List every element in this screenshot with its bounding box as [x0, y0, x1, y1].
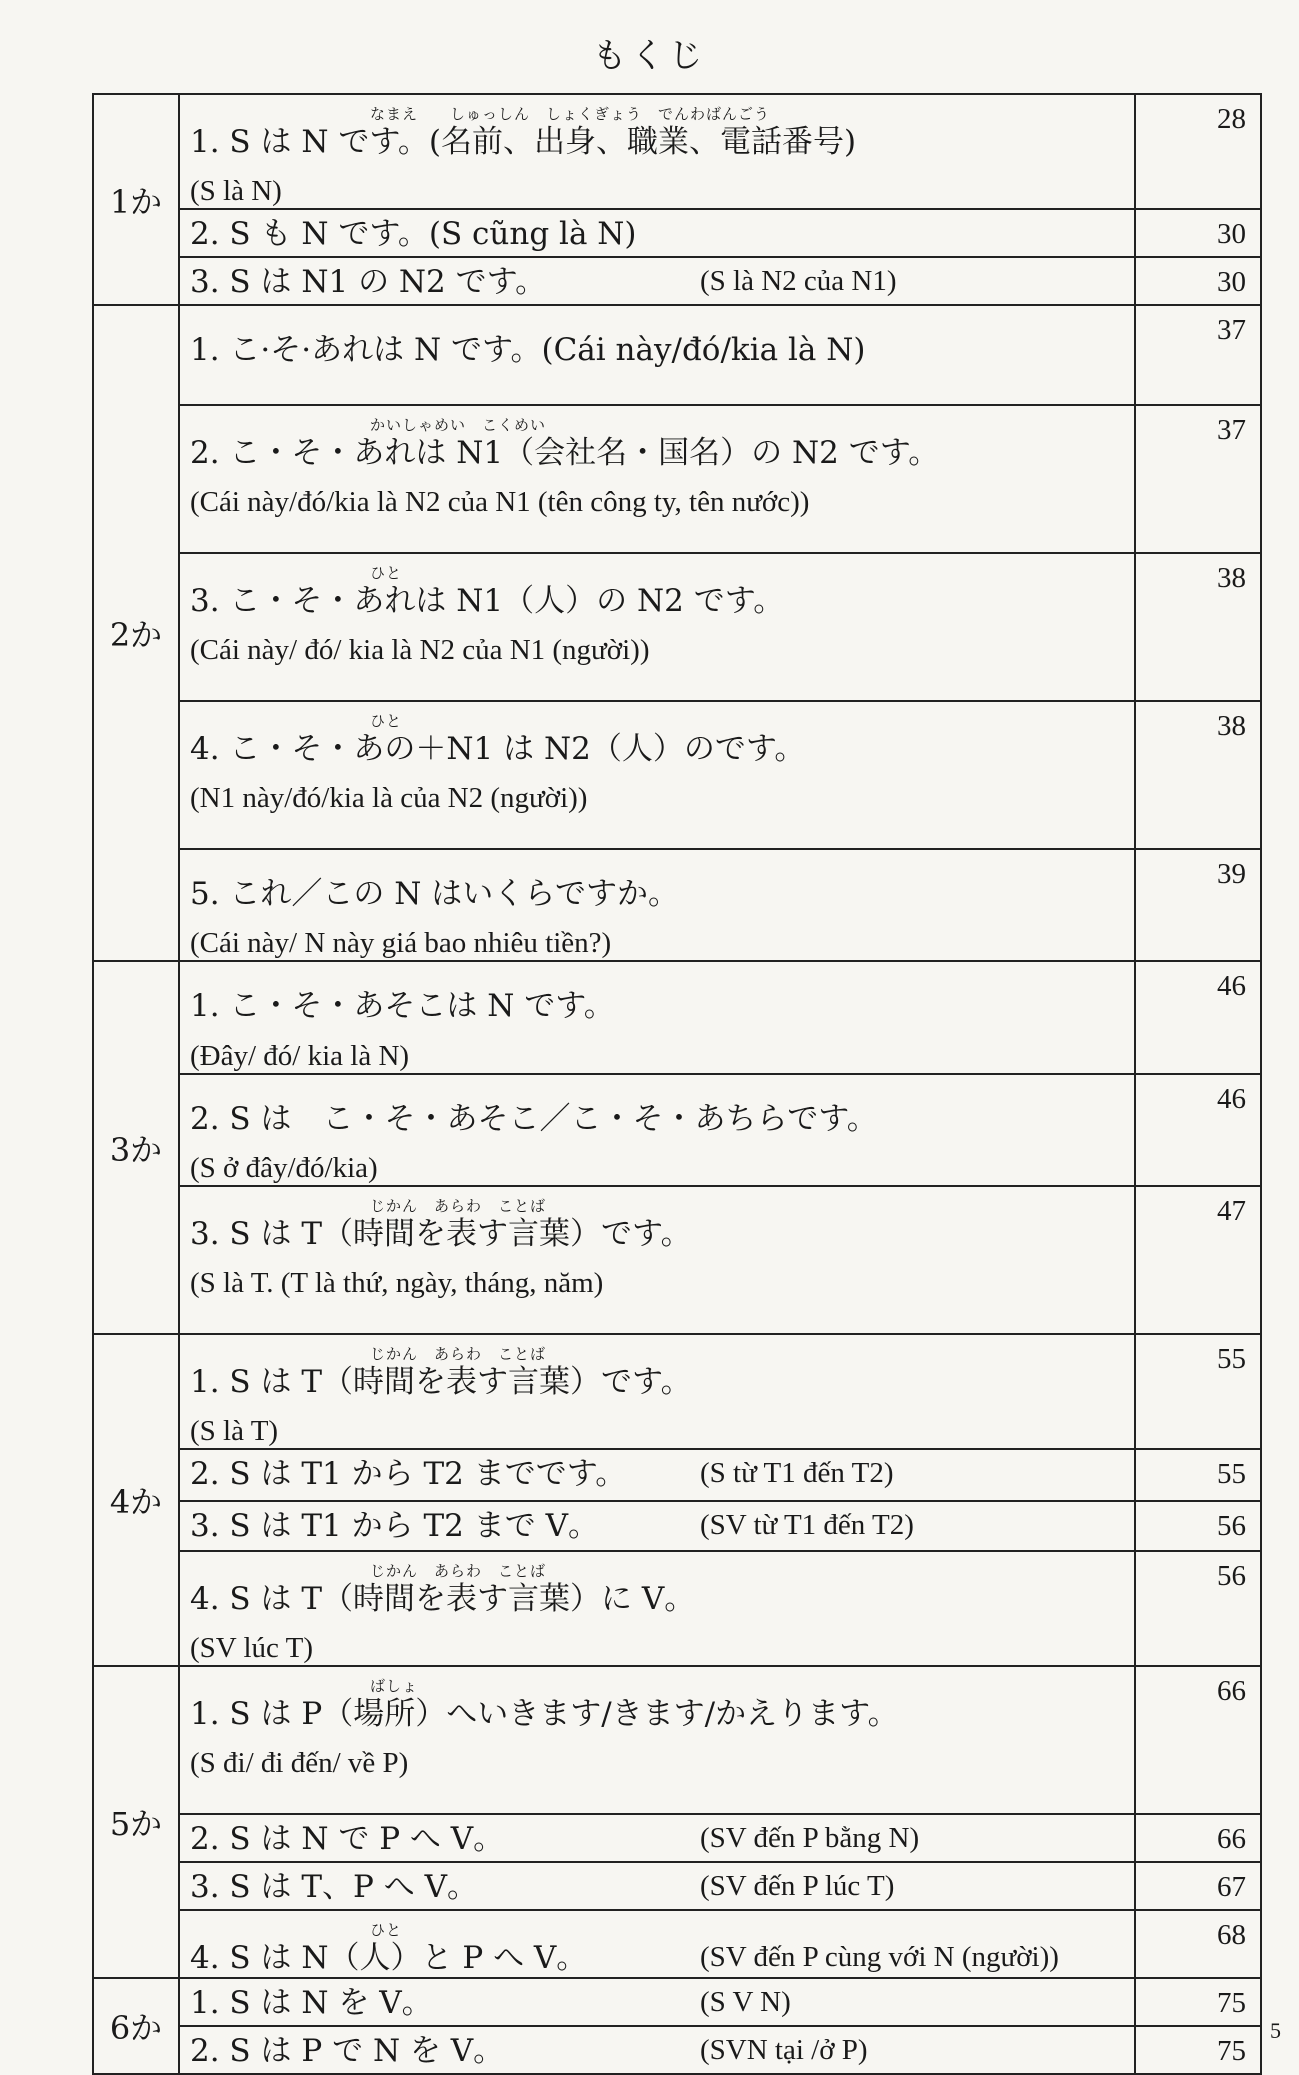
lesson-label: 5か [93, 1666, 179, 1978]
toc-row [93, 1551, 1261, 1666]
page-ref: 75 [1135, 2026, 1261, 2074]
page-ref: 37 [1135, 405, 1261, 553]
toc-row [93, 1910, 1261, 1978]
toc-entry [179, 1978, 1135, 2026]
entry-vietnamese: (SV đến P lúc T) [700, 1870, 895, 1903]
entry-japanese: 1. S は N です。(名前、出身、職業、電話番号) [190, 124, 857, 160]
entry-japanese: 3. S は N1 の N2 です。 [190, 264, 547, 301]
page-ref: 38 [1135, 553, 1261, 701]
toc-row [93, 1074, 1261, 1186]
entry-japanese: 4. こ・そ・あの＋N1 は N2（人）のです。 [190, 731, 806, 768]
toc-table [92, 93, 1262, 2075]
furigana: ひと [370, 1921, 403, 1940]
entry-vietnamese: (SV đến P bằng N) [700, 1822, 920, 1855]
page-ref: 67 [1135, 1862, 1261, 1910]
entry-japanese: 2. S は T1 から T2 までです。 [190, 1455, 627, 1492]
page-ref: 47 [1135, 1186, 1261, 1334]
toc-entry [179, 849, 1135, 961]
furigana: なまえ しゅっしん しょくぎょう でんわばんごう [370, 105, 771, 123]
toc-entry [179, 1862, 1135, 1910]
page-ref: 38 [1135, 701, 1261, 849]
entry-vietnamese: (SV đến P cùng với N (người)) [700, 1941, 1059, 1974]
entry-vietnamese: (S từ T1 đến T2) [700, 1456, 894, 1489]
page-ref: 37 [1135, 305, 1261, 405]
toc-row [93, 961, 1261, 1073]
toc-row [93, 1666, 1261, 1814]
entry-japanese: 5. これ／この N はいくらですか。 [190, 876, 679, 913]
toc-row [93, 1501, 1261, 1551]
entry-japanese: 2. こ・そ・あれは N1（会社名・国名）の N2 です。 [190, 435, 940, 472]
entry-vietnamese: (Cái này/ N này giá bao nhiêu tiền?) [190, 927, 612, 960]
page-ref: 30 [1135, 209, 1261, 257]
entry-japanese: 2. S は こ・そ・あそこ／こ・そ・あちらです。 [190, 1100, 878, 1137]
entry-japanese: 3. S は T（時間を表す言葉）です。 [190, 1215, 692, 1252]
lesson-label: 2か [93, 305, 179, 961]
page-ref: 66 [1135, 1666, 1261, 1814]
toc-row [93, 2026, 1261, 2074]
entry-japanese: 4. S は N（人）と P へ V。 [190, 1940, 588, 1977]
page-ref: 55 [1135, 1334, 1261, 1449]
entry-vietnamese: (S V N) [700, 1986, 791, 2019]
entry-vietnamese: (SVN tại /ở P) [700, 2034, 868, 2067]
toc-row [93, 405, 1261, 553]
entry-japanese: 2. S も N です。(S cũng là N) [190, 216, 637, 253]
toc-entry [179, 1666, 1135, 1814]
entry-vietnamese: (S là T) [190, 1414, 279, 1447]
page-ref: 46 [1135, 961, 1261, 1073]
entry-japanese: 3. S は T1 から T2 まで V。 [190, 1507, 599, 1544]
page-ref: 56 [1135, 1501, 1261, 1551]
page-title: もくじ [592, 36, 707, 76]
page-ref: 56 [1135, 1551, 1261, 1666]
entry-japanese: 2. S は N で P へ V。 [190, 1821, 505, 1858]
entry-vietnamese: (SV lúc T) [190, 1632, 313, 1665]
toc-row [93, 701, 1261, 849]
toc-entry [179, 2026, 1135, 2074]
entry-vietnamese: (Cái này/ đó/ kia là N2 của N1 (người)) [190, 634, 650, 667]
furigana: ばしょ [370, 1677, 419, 1696]
lesson-label: 4か [93, 1334, 179, 1666]
toc-row [93, 209, 1261, 257]
page-ref: 68 [1135, 1910, 1261, 1978]
page-ref: 28 [1135, 94, 1261, 209]
page-number: 5 [1270, 2018, 1281, 2043]
furigana: ひと [370, 564, 403, 583]
page-ref: 39 [1135, 849, 1261, 961]
toc-entry [179, 1814, 1135, 1862]
toc-row [93, 553, 1261, 701]
toc-row [93, 1334, 1261, 1449]
entry-japanese: 1. S は T（時間を表す言葉）です。 [190, 1363, 692, 1400]
lesson-label: 3か [93, 961, 179, 1333]
entry-japanese: 1. こ·そ·あれは N です。(Cái này/đó/kia là N) [190, 332, 866, 369]
page-ref: 55 [1135, 1449, 1261, 1501]
toc-row [93, 849, 1261, 961]
furigana: じかん あらわ ことば [370, 1344, 547, 1363]
furigana: ひと [370, 712, 403, 731]
entry-vietnamese: (N1 này/đó/kia là của N2 (người)) [190, 782, 588, 815]
entry-vietnamese: (Cái này/đó/kia là N2 của N1 (tên công ty, tên nước)) [190, 486, 810, 519]
toc-row [93, 305, 1261, 405]
entry-japanese: 1. S は N を V。 [190, 1985, 433, 2022]
toc-row [93, 94, 1261, 209]
toc-entry [179, 1551, 1135, 1666]
toc-entry [179, 1449, 1135, 1501]
entry-vietnamese: (S đi/ đi đến/ về P) [190, 1747, 409, 1780]
lesson-label: 1か [93, 94, 179, 305]
toc-entry [179, 701, 1135, 849]
toc-entry [179, 257, 1135, 305]
page-ref: 30 [1135, 257, 1261, 305]
entry-vietnamese: (S là N) [190, 175, 282, 208]
toc-entry [179, 961, 1135, 1073]
toc-entry [179, 305, 1135, 405]
entry-vietnamese: (SV từ T1 đến T2) [700, 1508, 914, 1541]
toc-entry [179, 1186, 1135, 1334]
entry-vietnamese: (Đây/ đó/ kia là N) [190, 1039, 410, 1072]
toc-row [93, 1814, 1261, 1862]
toc-row [93, 1449, 1261, 1501]
toc-entry [179, 1910, 1135, 1978]
toc-entry [179, 405, 1135, 553]
toc-entry [179, 1074, 1135, 1186]
toc-row [93, 1978, 1261, 2026]
toc-row [93, 257, 1261, 305]
toc-entry [179, 209, 1135, 257]
entry-japanese: 2. S は P で N を V。 [190, 2033, 505, 2070]
page-ref: 66 [1135, 1814, 1261, 1862]
entry-vietnamese: (S ở đây/đó/kia) [190, 1151, 378, 1184]
toc-entry [179, 1501, 1135, 1551]
furigana: かいしゃめい こくめい [370, 416, 547, 435]
page-ref: 75 [1135, 1978, 1261, 2026]
entry-japanese: 1. S は P（場所）へいきます/きます/かえります。 [190, 1696, 899, 1733]
toc-row [93, 1186, 1261, 1334]
toc-entry [179, 1334, 1135, 1449]
toc-entry [179, 94, 1135, 209]
entry-japanese: 1. こ・そ・あそこは N です。 [190, 988, 615, 1025]
lesson-label: 6か [93, 1978, 179, 2074]
toc-entry [179, 553, 1135, 701]
entry-vietnamese: (S là T. (T là thứ, ngày, tháng, năm) [190, 1266, 604, 1299]
entry-vietnamese: (S là N2 của N1) [700, 265, 897, 298]
entry-japanese: 3. S は T、P へ V。 [190, 1869, 479, 1906]
furigana: じかん あらわ ことば [370, 1561, 547, 1580]
furigana: じかん あらわ ことば [370, 1196, 547, 1215]
page-ref: 46 [1135, 1074, 1261, 1186]
entry-japanese: 3. こ・そ・あれは N1（人）の N2 です。 [190, 583, 785, 620]
entry-japanese: 4. S は T（時間を表す言葉）に V。 [190, 1580, 696, 1617]
toc-row [93, 1862, 1261, 1910]
